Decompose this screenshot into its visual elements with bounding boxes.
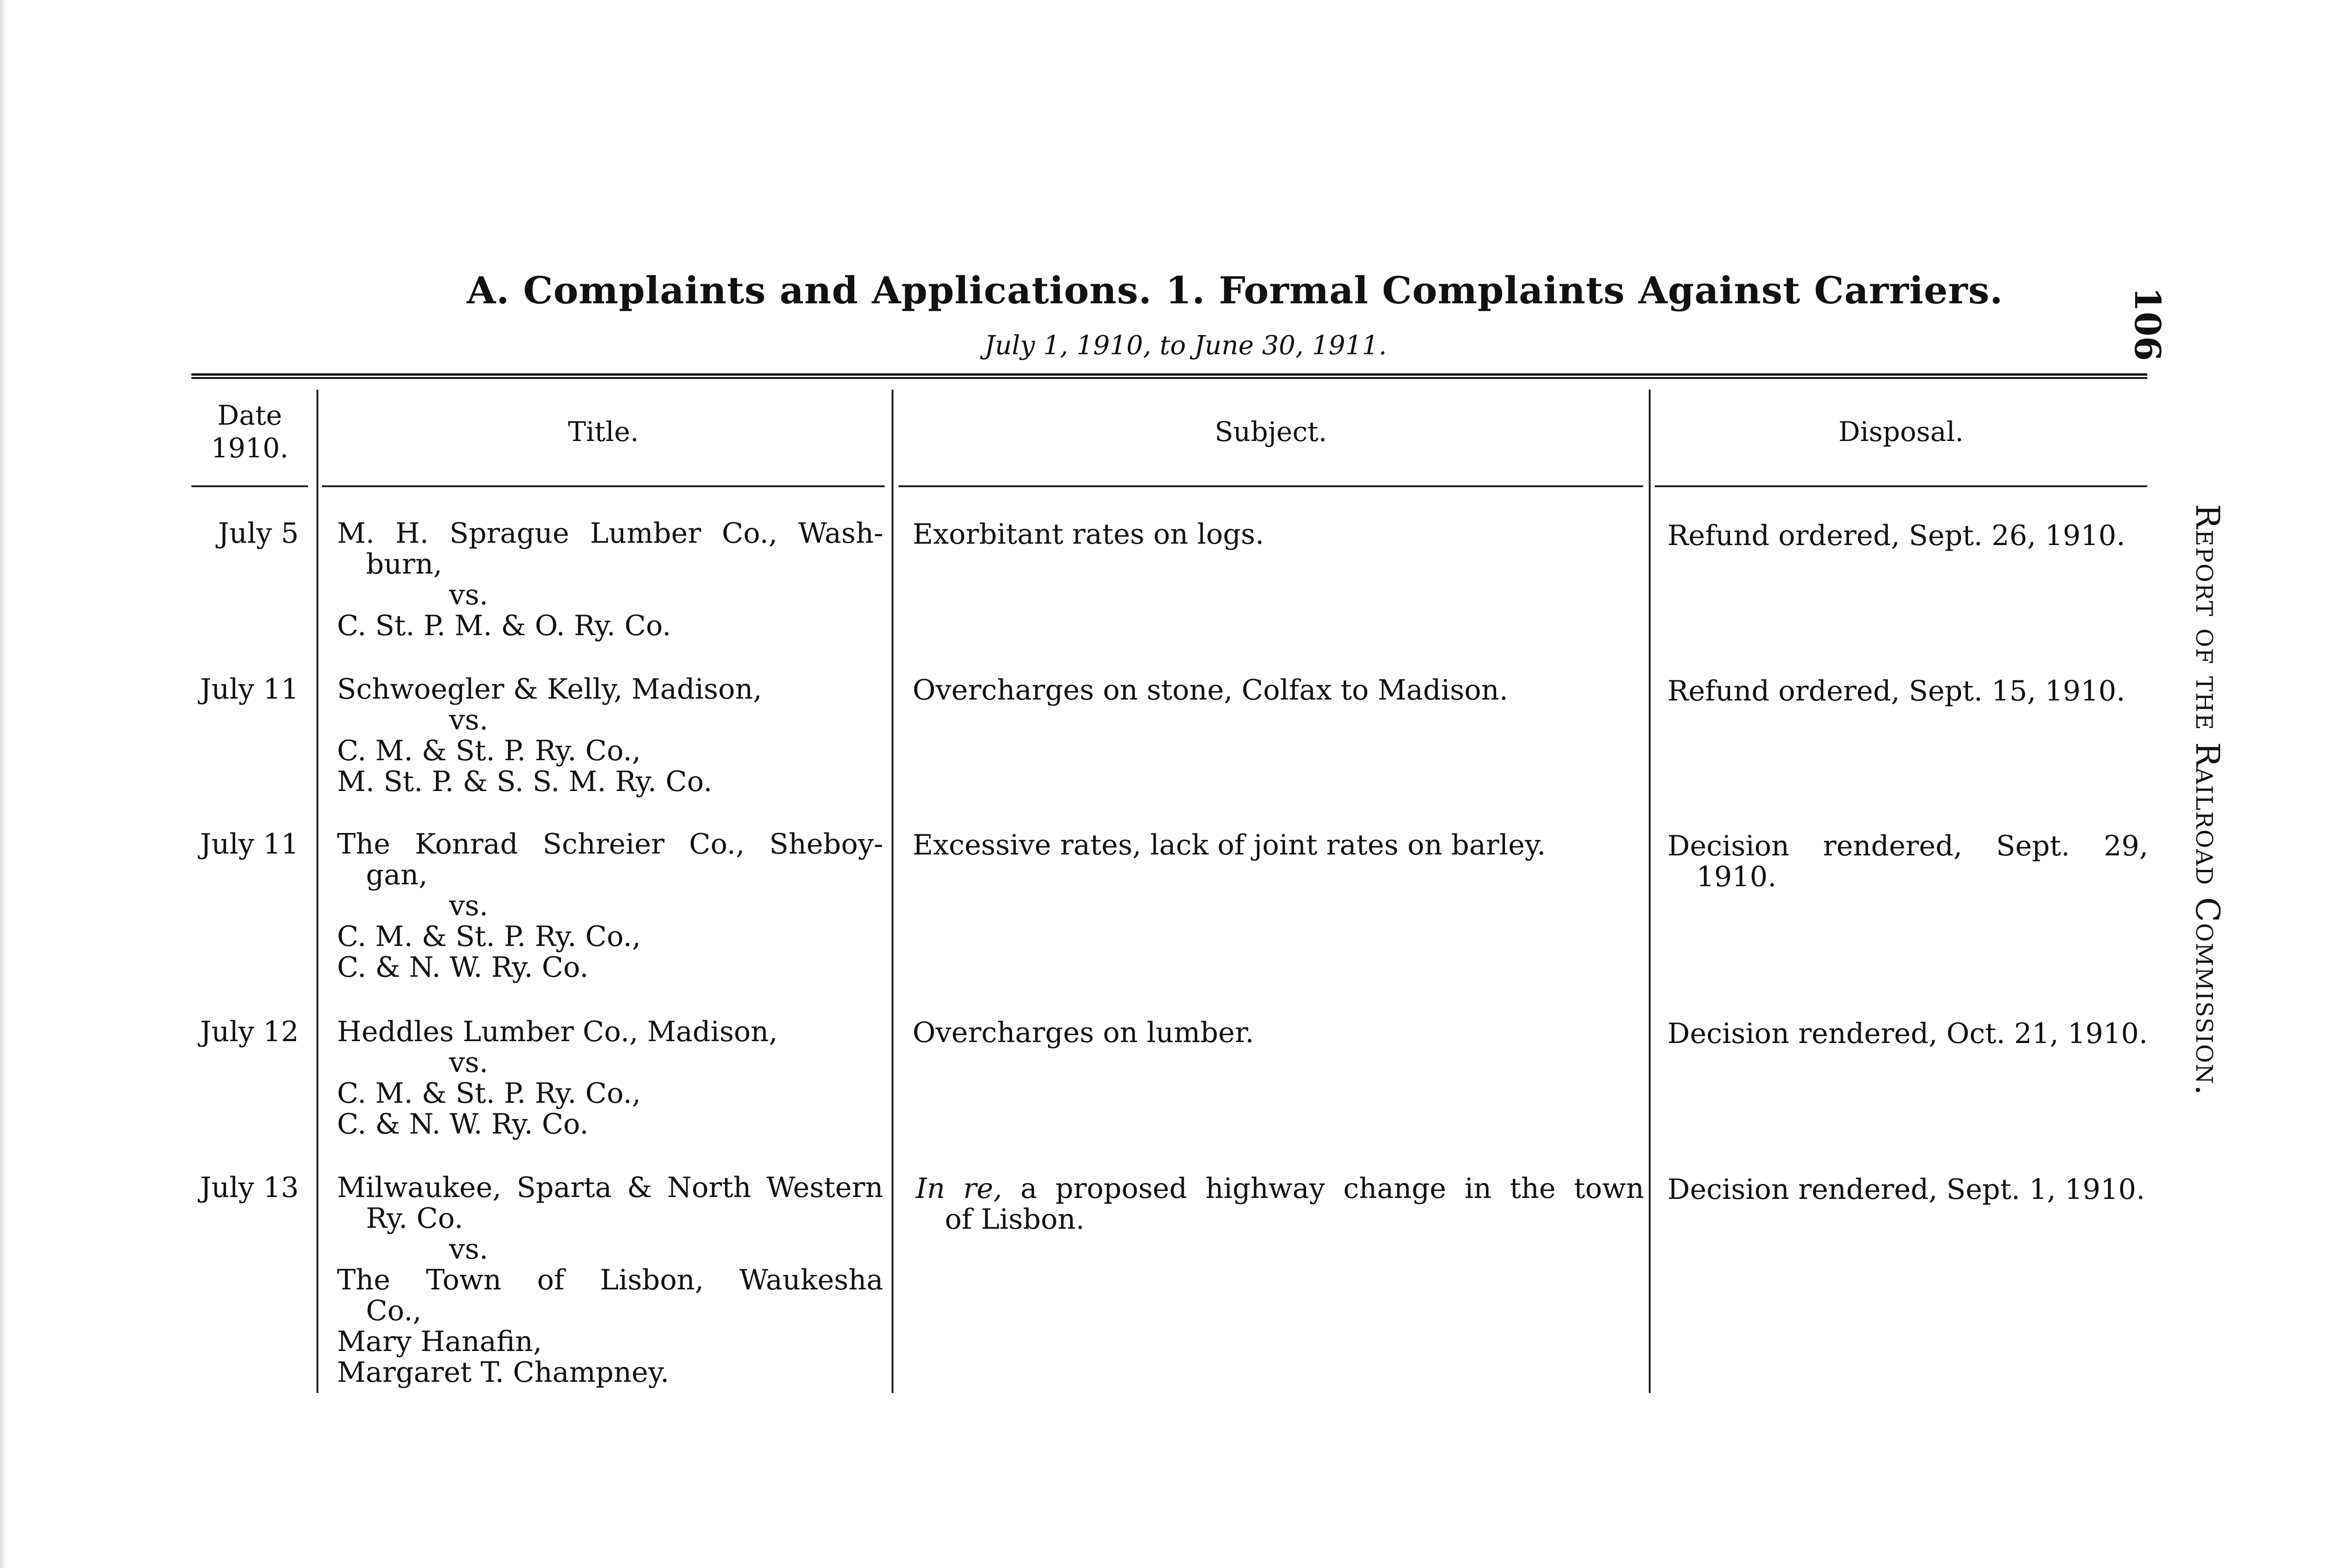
header-underline-title [322, 485, 885, 487]
title-line: Ry. Co. [366, 1202, 464, 1235]
column-header-title: Title. [568, 416, 639, 448]
disposal-line: Refund ordered, Sept. 26, 1910. [1667, 519, 2125, 552]
row-date: July 11 [200, 828, 299, 861]
row-disposal [1667, 831, 2148, 892]
row-title [337, 518, 883, 641]
row-date: July 5 [218, 517, 299, 550]
row-subject [913, 675, 1641, 706]
title-line: C. M. & St. P. Ry. Co., [337, 920, 641, 953]
row-title [337, 829, 883, 983]
subject-line [916, 1173, 1644, 1204]
title-line: M. St. P. & S. S. M. Ry. Co. [337, 765, 712, 798]
title-vs: vs. [449, 1046, 488, 1079]
row-date: July 11 [200, 673, 299, 706]
row-disposal [1667, 1018, 2148, 1049]
title-line: M. H. Sprague Lumber Co., Wash- [337, 517, 883, 550]
row-subject [916, 1173, 1644, 1235]
title-line: Heddles Lumber Co., Madison, [337, 1015, 778, 1048]
subject-line: Exorbitant rates on logs. [913, 518, 1265, 551]
title-vs: vs. [449, 704, 488, 736]
title-line: The Konrad Schreier Co., Sheboy- [337, 828, 883, 861]
column-header-subject: Subject. [1215, 416, 1327, 448]
disposal-line: Refund ordered, Sept. 15, 1910. [1667, 675, 2125, 707]
row-title [337, 674, 883, 797]
title-line: gan, [366, 859, 428, 891]
row-title [337, 1172, 883, 1388]
row-disposal [1667, 520, 2148, 551]
row-subject [913, 830, 1641, 861]
row-disposal [1667, 1174, 2148, 1205]
column-header-date [191, 399, 308, 464]
header-double-rule [191, 373, 2147, 379]
page-number: 106 [2127, 287, 2168, 361]
title-line: C. & N. W. Ry. Co. [337, 951, 589, 984]
page-subtitle: July 1, 1910, to June 30, 1911. [984, 330, 1387, 361]
title-line: Co., [366, 1295, 422, 1327]
row-title [337, 1016, 883, 1140]
title-line: C. & N. W. Ry. Co. [337, 1108, 589, 1141]
title-line: C. M. & St. P. Ry. Co., [337, 1077, 641, 1110]
title-line: C. M. & St. P. Ry. Co., [337, 735, 641, 767]
disposal-line: Decision rendered, Oct. 21, 1910. [1667, 1017, 2148, 1050]
subject-line: of Lisbon. [945, 1203, 1085, 1236]
running-head: Report of the Railroad Commission. [2188, 504, 2227, 1096]
subject-line: Overcharges on lumber. [913, 1016, 1254, 1049]
column-divider-title [892, 390, 893, 1393]
title-vs: vs. [449, 579, 488, 611]
subject-line: Excessive rates, lack of joint rates on barley. [913, 829, 1546, 861]
subject-in-re: In re, [916, 1172, 1002, 1205]
title-line: The Town of Lisbon, Waukesha [337, 1264, 883, 1296]
header-underline-date [191, 485, 308, 487]
title-line: Margaret T. Champney. [337, 1356, 669, 1389]
disposal-line: Decision rendered, Sept. 1, 1910. [1667, 1173, 2145, 1206]
disposal-line: Decision rendered, Sept. 29, [1667, 830, 2148, 862]
row-date: July 13 [200, 1171, 299, 1204]
row-subject [913, 519, 1641, 550]
row-date: July 12 [200, 1015, 299, 1048]
title-line: burn, [366, 548, 443, 581]
header-underline-disposal [1655, 485, 2147, 487]
disposal-line: 1910. [1696, 861, 1777, 893]
row-disposal [1667, 676, 2148, 707]
column-divider-subject [1649, 390, 1651, 1393]
column-divider-date [316, 390, 318, 1393]
title-line: Schwoegler & Kelly, Madison, [337, 673, 762, 706]
title-line: Milwaukee, Sparta & North Western [337, 1171, 883, 1204]
column-header-date-line2: 1910. [211, 432, 289, 464]
subject-text: a proposed highway change in the town [1002, 1172, 1644, 1205]
row-subject [913, 1017, 1641, 1048]
column-header-disposal: Disposal. [1838, 416, 1964, 448]
page-title: A. Complaints and Applications. 1. Formal Complaints Against Carriers. [467, 268, 2004, 312]
header-underline-subject [899, 485, 1643, 487]
subject-line: Overcharges on stone, Colfax to Madison. [913, 674, 1508, 707]
title-line: Mary Hanafin, [337, 1325, 542, 1358]
title-vs: vs. [449, 1233, 488, 1266]
column-header-date-line1: Date [217, 399, 282, 431]
scan-edge-shadow [0, 0, 7, 1568]
title-line: C. St. P. M. & O. Ry. Co. [337, 609, 671, 642]
title-vs: vs. [449, 889, 488, 922]
